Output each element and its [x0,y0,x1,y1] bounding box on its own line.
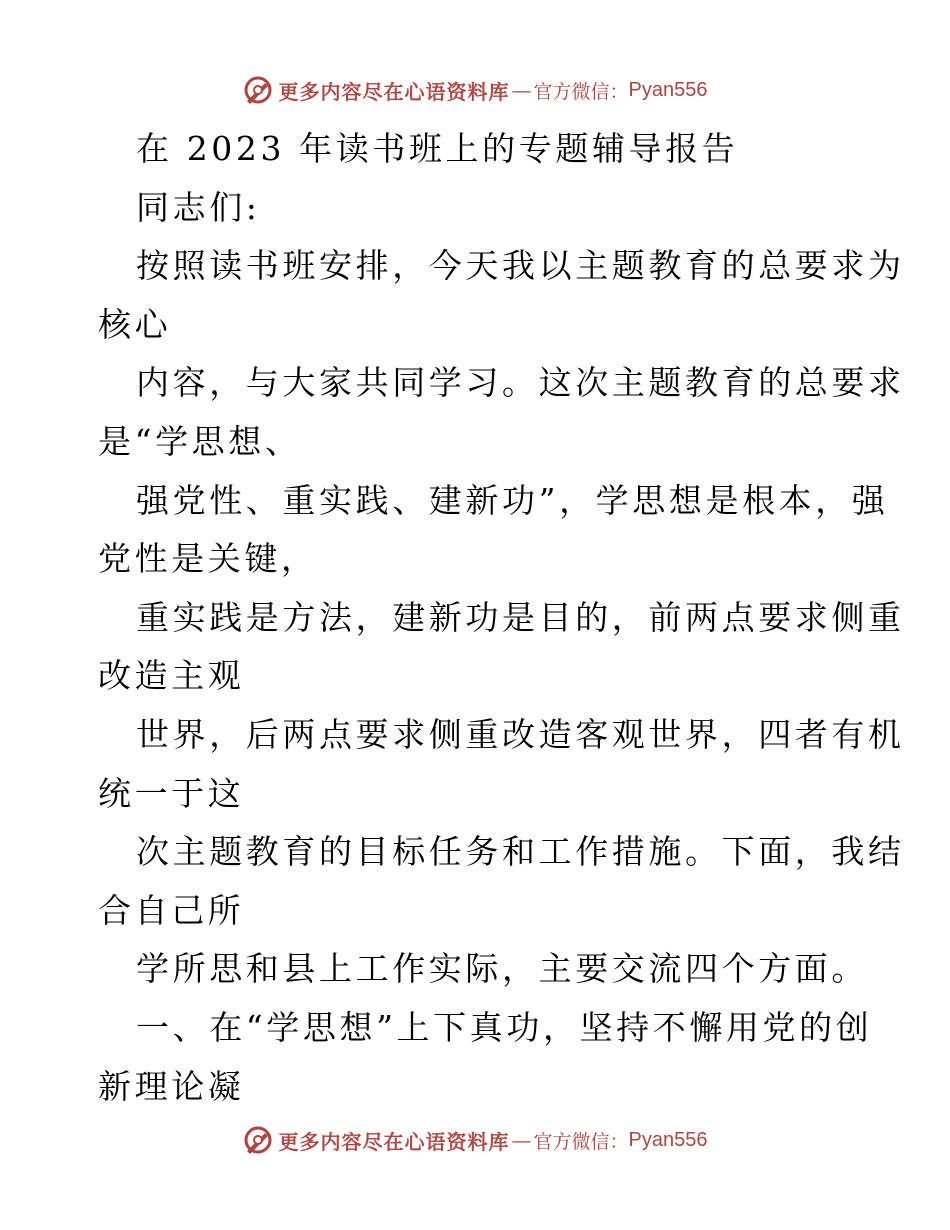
document-body [98,120,905,1116]
footer-watermark-banner [0,1120,950,1160]
body-line: 按照读书班安排，今天我以主题教育的总要求为 [136,246,905,286]
body-line: 次主题教育的目标任务和工作措施。下面，我结 [136,832,905,872]
pen-logo-icon [243,75,273,105]
body-line: 世界，后两点要求侧重改造客观世界，四者有机 [136,714,905,754]
document-title: 在 2023 年读书班上的专题辅导报告 [136,129,739,168]
body-line: 改造主观 [98,656,245,696]
banner-site-text: 更多内容尽在心语资料库 [278,1129,510,1154]
body-line: 是“学思想、 [98,421,302,461]
body-line: 统一于这 [98,773,245,813]
body-line: 重实践是方法，建新功是目的，前两点要求侧重 [136,597,905,637]
body-line: 强党性、重实践、建新功”，学思想是根本，强 [136,480,889,520]
section-heading-line: 一、在“学思想”上下真功，坚持不懈用党的创 [136,1007,873,1047]
body-line: 合自己所 [98,890,245,930]
pen-logo-icon [243,1125,273,1155]
body-line: 核心 [98,304,172,344]
body-line: 新理论凝 [98,1066,245,1106]
body-line: 学所思和县上工作实际，主要交流四个方面。 [136,949,868,989]
body-line: 党性是关键， [98,539,318,579]
banner-separator: — [511,78,532,102]
banner-wechat-id: Pyan556 [628,78,708,101]
body-line: 内容，与大家共同学习。这次主题教育的总要求 [136,363,905,403]
salutation: 同志们: [136,187,261,227]
banner-wechat-label: 官方微信： [533,1130,629,1153]
banner-separator: — [511,1128,532,1152]
header-watermark-banner [0,70,950,110]
banner-site-text: 更多内容尽在心语资料库 [278,79,510,104]
banner-wechat-id: Pyan556 [628,1128,708,1151]
banner-wechat-label: 官方微信： [533,80,629,103]
